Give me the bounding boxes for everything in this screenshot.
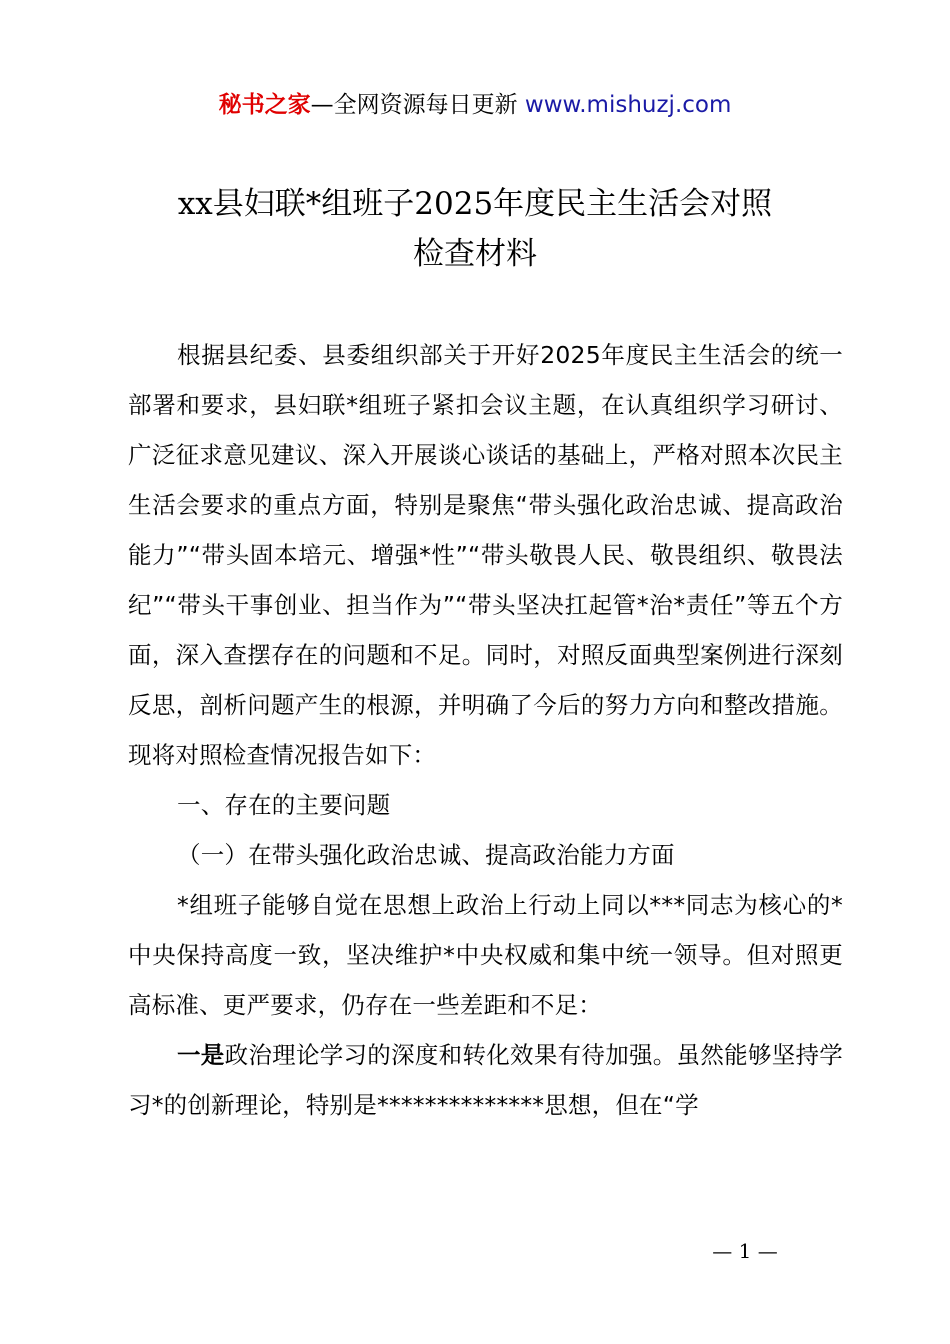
title-line-1: xx县妇联*组班子2025年度民主生活会对照 [177, 186, 773, 222]
section-paragraph: *组班子能够自觉在思想上政治上行动上同以***同志为核心的*中央保持高度一致，坚决维护*中央权威和集中统一领导。但对照更高标准、更严要求，仍存在一些差距和不足： [128, 891, 843, 1019]
item-paragraph [128, 1030, 843, 1130]
item-lead: 一是 [177, 1041, 225, 1069]
intro-paragraph: 根据县纪委、县委组织部关于开好2025年度民主生活会的统一部署和要求，县妇联*组班子紧扣会议主题，在认真组织学习研讨、广泛征求意见建议、深入开展谈心谈话的基础上，严格对照本次民主生活会要求的重点方面，特别是聚焦“带头强化政治忠诚、提高政治能力”“带头固本培元、增强*性”“带头敬畏人民、敬畏组织、敬畏法纪”“带头干事创业、担当作为”“带头坚决扛起管*治*责任”等五个方面，深入查摆存在的问题和不足。同时，对照反面典型案例进行深刻反思，剖析问题产生的根源，并明确了今后的努力方向和整改措施。现将对照检查情况报告如下： [128, 341, 843, 769]
banner-slogan: —全网资源每日更新 [310, 92, 518, 118]
site-url-link[interactable]: www.mishuzj.com [524, 92, 732, 118]
brand-name: 秘书之家 [218, 92, 311, 118]
subsection-heading: （一）在带头强化政治忠诚、提高政治能力方面 [177, 841, 675, 869]
document-body [128, 330, 843, 1130]
site-banner [0, 88, 950, 122]
document-title [100, 179, 850, 279]
title-line-2: 检查材料 [413, 236, 537, 272]
section-heading: 一、存在的主要问题 [177, 791, 391, 819]
item-text: 政治理论学习的深度和转化效果有待加强。虽然能够坚持学习*的创新理论，特别是**************思想，但在“学 [128, 1041, 843, 1119]
page-number: — 1 — [712, 1239, 778, 1263]
